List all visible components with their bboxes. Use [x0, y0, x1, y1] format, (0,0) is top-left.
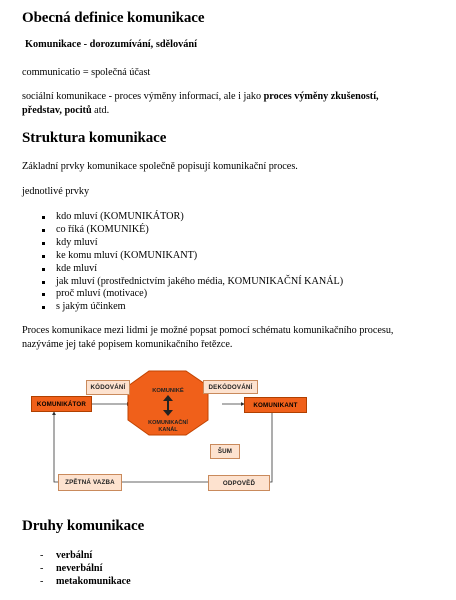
text-line: nazýváme jej také popisem komunikačního řetězce. — [22, 338, 233, 350]
text-plain: atd. — [91, 104, 110, 116]
list-item: ke komu mluví (KOMUNIKANT) — [42, 250, 343, 263]
list-item: jak mluví (prostřednictvím jakého média, KOMUNIKAČNÍ KANÁL) — [42, 276, 343, 289]
list-item: - neverbální — [40, 562, 131, 575]
list-item: kdo mluví (KOMUNIKÁTOR) — [42, 211, 343, 224]
definition-line-communicatio: communicatio = společná účast — [22, 67, 151, 78]
heading-types: Druhy komunikace — [22, 518, 145, 534]
dekodovani-box: DEKÓDOVÁNÍ — [203, 380, 258, 394]
list-item: proč mluví (motivace) — [42, 288, 343, 301]
text-line: Proces komunikace mezi lidmi je možné popsat pomocí schématu komunikačního procesu, — [22, 325, 394, 336]
list-item: kde mluví — [42, 263, 343, 276]
sum-box: ŠUM — [210, 444, 240, 459]
komunikator-box: KOMUNIKÁTOR — [31, 396, 92, 412]
komunike-label: KOMUNIKÉ — [152, 388, 184, 394]
komunikant-box: KOMUNIKANT — [244, 397, 307, 413]
structure-list-label: jednotlivé prvky — [22, 186, 90, 197]
kanal-label-line2: KANÁL — [158, 427, 178, 433]
types-list — [40, 549, 131, 588]
structure-process-text — [22, 324, 393, 351]
text-bold: představ, pocitů — [22, 104, 92, 116]
heading-structure: Struktura komunikace — [22, 130, 167, 146]
text-bold: proces výměny zkušeností, — [263, 91, 379, 102]
list-item: - verbální — [40, 549, 131, 562]
zpetna-vazba-box: ZPĚTNÁ VAZBA — [58, 474, 122, 491]
definition-social-communication — [22, 90, 379, 117]
heading-definition: Obecná definice komunikace — [22, 10, 205, 26]
kanal-label-line1: KOMUNIKAČNÍ — [148, 420, 188, 426]
text-plain: sociální komunikace - proces výměny informací, ale i jako — [22, 91, 264, 102]
structure-intro: Základní prvky komunikace společně popisují komunikační proces. — [22, 161, 298, 172]
list-item: kdy mluví — [42, 237, 343, 250]
odpoved-box: ODPOVĚĎ — [208, 475, 270, 491]
kodovani-box: KÓDOVÁNÍ — [86, 380, 130, 395]
structure-elements-list — [42, 211, 343, 314]
list-item: s jakým účinkem — [42, 301, 343, 314]
list-item: - metakomunikace — [40, 575, 131, 588]
communication-process-diagram — [22, 366, 322, 502]
list-item: co říká (KOMUNIKÉ) — [42, 224, 343, 237]
definition-subheading: Komunikace - dorozumívání, sdělování — [25, 39, 198, 50]
